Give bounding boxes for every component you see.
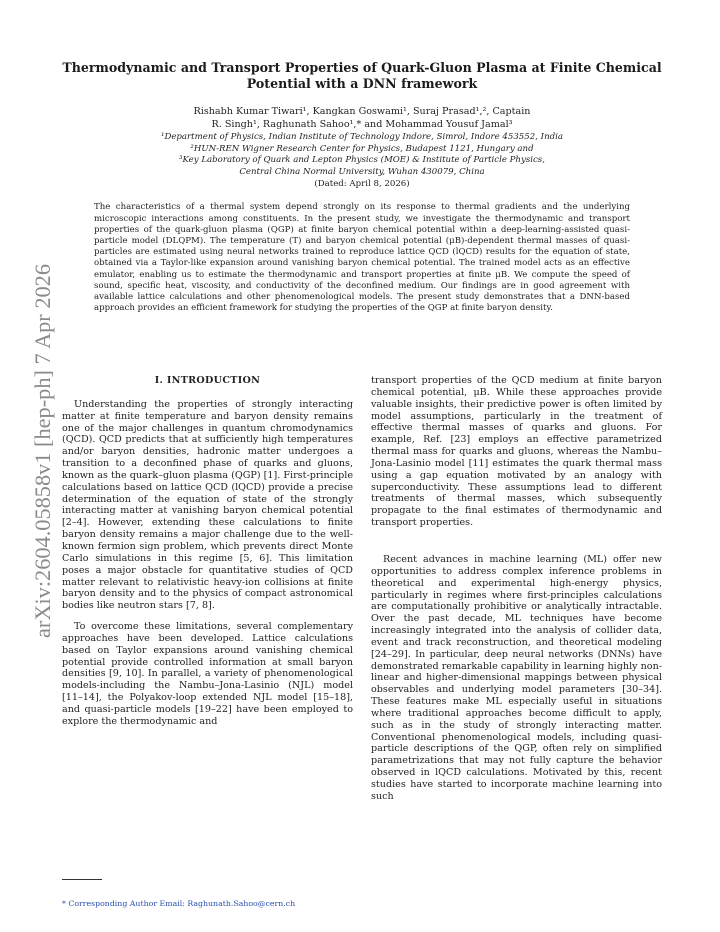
arxiv-identifier [14, 262, 64, 642]
intro-paragraph-4: Recent advances in machine learning (ML) offer new opportunities to address complex inference problems in theoretical and experimental high-energy physics, particularly in regimes where first-principles calculations are computationally prohibitive or analytically intractable. Over the past decade, ML techniques have become increasingly integrated into the analysis of collider data, event and track reconstruction, and theoretical modeling [24–29]. In particular, deep neural networks (DNNs) have demonstrated remarkable capability in learning highly non-linear and higher-dimensional mappings between physical observables and underlying model parameters [30–34]. These features make ML especially useful in situations where traditional approaches become difficult to apply, such as in the study of strongly interacting matter. Conventional phenomenological models, including quasi-particle descriptions of the QGP, often rely on simplified parametrizations that may not fully capture the behavior observed in lQCD calculations. Motivated by this, recent studies have started to incorporate machine learning into such [371, 553, 662, 802]
right-column [371, 375, 662, 812]
paper-title: Thermodynamic and Transport Properties of Quark-Gluon Plasma at Finite Chemical Potential with a DNN framework [62, 60, 662, 91]
intro-paragraph-3: transport properties of the QCD medium at finite baryon chemical potential, μB. While these approaches provide valuable insights, their predictive power is often limited by model assumptions, particularly in the treatment of effective thermal masses of quarks and gluons. For example, Ref. [23] employs an effective parametrized thermal mass for quarks and gluons, whereas the Nambu–Jona-Lasinio model [11] estimates the quark thermal mass using a gap equation motivated by an analogy with superconductivity. These assumptions lead to different treatments of thermal masses, which subsequently propagate to the final estimates of thermodynamic and transport properties. [371, 375, 662, 529]
intro-paragraph-1: Understanding the properties of strongly interacting matter at finite temperature and baryon density remains one of the major challenges in quantum chromodynamics (QCD). QCD predicts that at sufficiently high temperatures and/or baryon densities, hadronic matter undergoes a transition to a deconfined phase of quarks and gluons, known as the quark–gluon plasma (QGP) [1]. First-principle calculations based on lattice QCD (lQCD) provide a precise determination of the equation of state of the strongly interacting matter at vanishing baryon chemical potential [2–4]. However, extending these calculations to finite baryon density remains a major challenge due to the well-known fermion sign problem, which prevents direct Monte Carlo simulations in this regime [5, 6]. This limitation poses a major obstacle for quantitative studies of QCD matter relevant to relativistic heavy-ion collisions at finite baryon density and to the physics of compact astronomical bodies like neutron stars [7, 8]. [62, 398, 353, 612]
left-column [62, 375, 353, 737]
arxiv-id-text: arXiv:2604.05858v1 [hep-ph] 7 Apr 2026 [30, 262, 55, 638]
affiliation-3-cont: Central China Normal University, Wuhan 430079, China [239, 166, 485, 177]
author-line-2: R. Singh¹, Raghunath Sahoo¹,* and Mohammad Yousuf Jamal³ [211, 118, 513, 130]
affiliation-1: ¹Department of Physics, Indian Institute of Technology Indore, Simrol, Indore 453552, India [161, 132, 563, 142]
affiliation-2: ²HUN-REN Wigner Research Center for Physics, Budapest 1121, Hungary and [190, 143, 534, 154]
paper-page [62, 60, 662, 908]
section-heading-introduction: I. INTRODUCTION [154, 375, 261, 386]
footnote-rule [62, 879, 102, 880]
date-line: (Dated: April 8, 2026) [314, 179, 410, 190]
affiliations [62, 132, 662, 178]
author-line-1: Rishabh Kumar Tiwari¹, Kangkan Goswami¹, Suraj Prasad¹,², Captain [193, 106, 531, 117]
abstract: The characteristics of a thermal system depend strongly on its response to thermal gradients and the underlying microscopic interactions among constituents. In the present study, we investigate the thermodynamic and transport properties of the quark-gluon plasma (QGP) at finite baryon chemical potential within a deep-learning-assisted quasi-particle model (DLQPM). The temperature (T) and baryon chemical potential (μB)-dependent thermal masses of quasi-particles are estimated using neural networks trained to reproduce lattice QCD (lQCD) results for the equation of state, obtained via a Taylor-like expansion around vanishing baryon chemical potential. The trained model acts as an effective emulator, enabling us to estimate the thermodynamic and transport properties at finite μB. We compute the speed of sound, specific heat, viscosity, and conductivity of the deconfined medium. Our findings are in good agreement with available lattice calculations and other phenomenological models. The present study demonstrates that a DNN-based approach provides an efficient framework for studying the properties of the QGP at finite baryon density. [94, 202, 630, 314]
intro-paragraph-2: To overcome these limitations, several complementary approaches have been developed. Lattice calculations based on Taylor expansions around vanishing chemical potential provide controlled information at small baryon densities [9, 10]. In parallel, a variety of phenomenological models-including the Nambu–Jona-Lasinio (NJL) model [11–14], the Polyakov-loop extended NJL model [15–18], and quasi-particle models [19–22] have been employed to explore the thermodynamic and [62, 621, 353, 727]
affiliation-3: ³Key Laboratory of Quark and Lepton Physics (MOE) & Institute of Particle Physics, [179, 155, 545, 166]
author-list [62, 106, 662, 131]
corresponding-author-footnote[interactable]: * Corresponding Author Email: Raghunath.Sahoo@cern.ch [62, 899, 296, 908]
arxiv-id-stamp [14, 262, 64, 642]
